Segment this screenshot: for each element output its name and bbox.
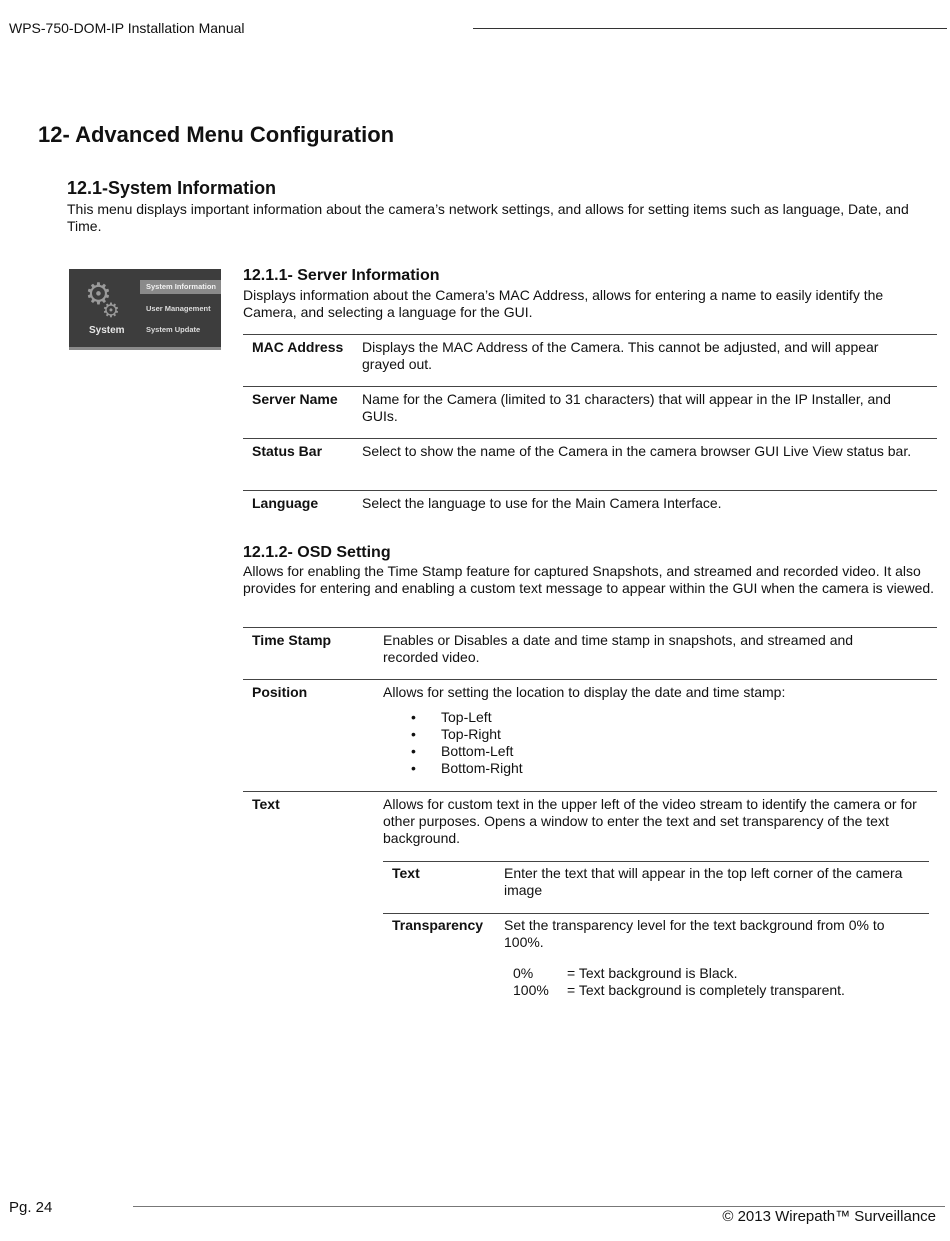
table-row bbox=[243, 628, 937, 680]
row-value bbox=[374, 792, 937, 1008]
text-options-table bbox=[383, 861, 929, 1003]
row-value bbox=[374, 680, 937, 792]
row-value: Select to show the name of the Camera in the camera browser GUI Live View status bar. bbox=[362, 443, 912, 459]
menu-item-system-information: System Information bbox=[140, 280, 221, 294]
level-percent: 0% bbox=[513, 965, 534, 981]
row-key: Status Bar bbox=[252, 443, 323, 459]
server-info-description: Displays information about the Camera’s MAC Address, allows for entering a name to easily identify the Camera, and selecting a language for the GUI. bbox=[243, 287, 884, 320]
list-item: • Top-Right bbox=[441, 726, 917, 743]
transparency-levels bbox=[504, 965, 909, 999]
server-info-table bbox=[243, 334, 937, 516]
subsection-heading: 12.1-System Information bbox=[67, 178, 277, 198]
table-row bbox=[383, 862, 929, 914]
row-key: Text bbox=[392, 865, 420, 881]
level-percent: 100% bbox=[513, 982, 549, 998]
row-value bbox=[504, 914, 929, 1004]
row-key: Position bbox=[252, 684, 308, 700]
table-row bbox=[243, 335, 937, 387]
row-key: Transparency bbox=[392, 917, 484, 933]
page-number: Pg. 24 bbox=[9, 1199, 53, 1216]
gear-icon: ⚙ bbox=[85, 278, 112, 311]
document-header-title: WPS-750-DOM-IP Installation Manual bbox=[9, 20, 245, 36]
table-row bbox=[383, 914, 929, 1004]
list-item: • Bottom-Left bbox=[441, 743, 917, 760]
row-value: Name for the Camera (limited to 31 characters) that will appear in the IP Installer, and GUIs. bbox=[362, 391, 891, 424]
menu-item-system-update: System Update bbox=[146, 325, 201, 334]
osd-table bbox=[243, 627, 937, 1007]
row-value: Select the language to use for the Main Camera Interface. bbox=[362, 495, 722, 511]
row-key: Server Name bbox=[252, 391, 338, 407]
server-info-heading: 12.1.1- Server Information bbox=[243, 267, 440, 284]
footer-copyright: © 2013 Wirepath™ Surveillance bbox=[722, 1208, 936, 1225]
subsection-intro: This menu displays important information about the camera’s network settings, and allows for setting items such as language, Date, and Time. bbox=[67, 201, 909, 234]
system-menu-thumbnail bbox=[69, 269, 221, 350]
position-options-list bbox=[383, 709, 917, 777]
transparency-description: Set the transparency level for the text background from 0% to 100%. bbox=[504, 917, 885, 950]
level-description: = Text background is Black. bbox=[567, 965, 738, 981]
menu-item-user-management: User Management bbox=[146, 304, 211, 313]
table-row bbox=[243, 491, 937, 517]
osd-description: Allows for enabling the Time Stamp feature for captured Snapshots, and streamed and recorded video. It also provides for entering and enabling a custom text message to appear within the GUI when the camera is viewed. bbox=[243, 563, 935, 596]
list-item: • Bottom-Right bbox=[441, 760, 917, 777]
row-value: Displays the MAC Address of the Camera. This cannot be adjusted, and will appear grayed out. bbox=[362, 339, 879, 372]
header-rule bbox=[473, 28, 947, 29]
row-value: Enables or Disables a date and time stamp in snapshots, and streamed and recorded video. bbox=[383, 632, 854, 665]
level-description: = Text background is completely transparent. bbox=[567, 982, 845, 998]
row-key: Time Stamp bbox=[252, 632, 332, 648]
table-row bbox=[243, 792, 937, 1008]
footer-rule bbox=[133, 1206, 945, 1207]
row-key: Language bbox=[252, 495, 319, 511]
row-value: Enter the text that will appear in the top left corner of the camera image bbox=[504, 865, 903, 898]
table-row bbox=[243, 439, 937, 491]
table-row bbox=[243, 680, 937, 792]
table-row bbox=[243, 387, 937, 439]
text-description: Allows for custom text in the upper left of the video stream to identify the camera or for other purposes. Opens a window to enter the text and set transparency of the text background. bbox=[383, 796, 917, 846]
row-key: Text bbox=[252, 796, 280, 812]
position-description: Allows for setting the location to display the date and time stamp: bbox=[383, 684, 786, 700]
gear-small-icon: ⚙ bbox=[102, 300, 120, 322]
section-heading: 12- Advanced Menu Configuration bbox=[38, 122, 395, 147]
row-key: MAC Address bbox=[252, 339, 344, 355]
system-label: System bbox=[89, 325, 125, 336]
osd-heading: 12.1.2- OSD Setting bbox=[243, 544, 391, 561]
list-item: • Top-Left bbox=[441, 709, 917, 726]
